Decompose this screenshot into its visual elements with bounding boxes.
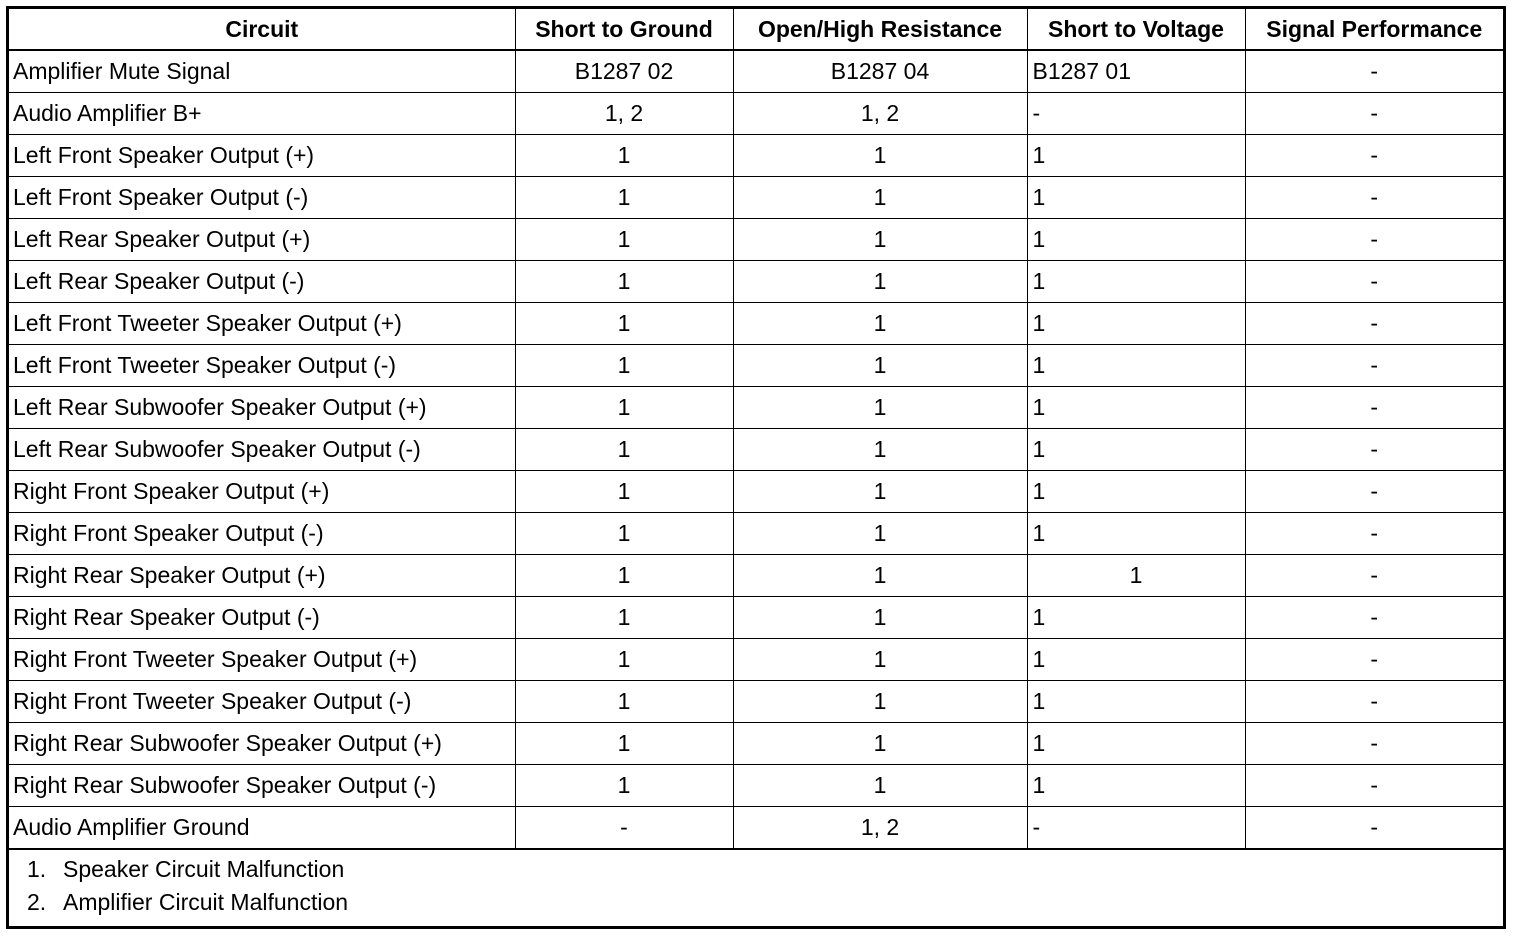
short-to-voltage-cell: 1: [1027, 429, 1245, 471]
short-to-ground-cell: 1: [515, 597, 733, 639]
circuit-name: Right Front Tweeter Speaker Output (+): [9, 639, 515, 681]
open-high-resistance-cell: 1, 2: [733, 807, 1027, 850]
table-row: [9, 807, 1503, 850]
circuit-name: Right Rear Subwoofer Speaker Output (+): [9, 723, 515, 765]
short-to-ground-cell: 1: [515, 471, 733, 513]
table-row: [9, 177, 1503, 219]
short-to-ground-cell: 1: [515, 387, 733, 429]
signal-performance-cell: -: [1245, 639, 1503, 681]
short-to-voltage-cell: 1: [1027, 303, 1245, 345]
short-to-voltage-cell: 1: [1027, 387, 1245, 429]
short-to-voltage-cell: 1: [1027, 723, 1245, 765]
circuit-name: Audio Amplifier B+: [9, 93, 515, 135]
signal-performance-cell: -: [1245, 765, 1503, 807]
short-to-ground-cell: 1: [515, 555, 733, 597]
footnote-text: Amplifier Circuit Malfunction: [63, 889, 349, 915]
short-to-ground-cell: 1: [515, 345, 733, 387]
signal-performance-cell: -: [1245, 177, 1503, 219]
signal-performance-cell: -: [1245, 387, 1503, 429]
circuit-name: Left Rear Speaker Output (-): [9, 261, 515, 303]
circuit-name: Left Front Speaker Output (-): [9, 177, 515, 219]
circuit-name: Right Rear Speaker Output (+): [9, 555, 515, 597]
short-to-ground-cell: 1: [515, 723, 733, 765]
header-open-high-resistance: Open/High Resistance: [733, 9, 1027, 50]
footnote-number: 1.: [27, 856, 47, 882]
circuit-name: Left Rear Subwoofer Speaker Output (-): [9, 429, 515, 471]
table-body: [9, 50, 1503, 849]
table-row: [9, 555, 1503, 597]
open-high-resistance-cell: 1: [733, 597, 1027, 639]
footnote: [27, 853, 1503, 886]
table-row: [9, 681, 1503, 723]
signal-performance-cell: -: [1245, 471, 1503, 513]
circuit-name: Amplifier Mute Signal: [9, 50, 515, 93]
open-high-resistance-cell: 1, 2: [733, 93, 1027, 135]
short-to-ground-cell: 1: [515, 135, 733, 177]
footnote-number: 2.: [27, 889, 47, 915]
circuit-name: Right Front Speaker Output (-): [9, 513, 515, 555]
short-to-ground-cell: -: [515, 807, 733, 850]
table-row: [9, 597, 1503, 639]
table-row: [9, 723, 1503, 765]
signal-performance-cell: -: [1245, 219, 1503, 261]
open-high-resistance-cell: B1287 04: [733, 50, 1027, 93]
table-row: [9, 345, 1503, 387]
signal-performance-cell: -: [1245, 681, 1503, 723]
header-row: [9, 9, 1503, 50]
signal-performance-cell: -: [1245, 50, 1503, 93]
signal-performance-cell: -: [1245, 597, 1503, 639]
circuit-name: Right Rear Speaker Output (-): [9, 597, 515, 639]
footnote-text: Speaker Circuit Malfunction: [63, 856, 345, 882]
table-row: [9, 387, 1503, 429]
open-high-resistance-cell: 1: [733, 303, 1027, 345]
open-high-resistance-cell: 1: [733, 513, 1027, 555]
signal-performance-cell: -: [1245, 303, 1503, 345]
table-row: [9, 303, 1503, 345]
header-short-to-voltage: Short to Voltage: [1027, 9, 1245, 50]
signal-performance-cell: -: [1245, 513, 1503, 555]
short-to-ground-cell: 1: [515, 639, 733, 681]
open-high-resistance-cell: 1: [733, 387, 1027, 429]
footnotes: [9, 850, 1503, 919]
short-to-voltage-cell: 1: [1027, 345, 1245, 387]
short-to-ground-cell: 1: [515, 513, 733, 555]
short-to-voltage-cell: -: [1027, 93, 1245, 135]
open-high-resistance-cell: 1: [733, 135, 1027, 177]
short-to-ground-cell: B1287 02: [515, 50, 733, 93]
table-row: [9, 261, 1503, 303]
signal-performance-cell: -: [1245, 345, 1503, 387]
short-to-voltage-cell: 1: [1027, 681, 1245, 723]
header-signal-performance: Signal Performance: [1245, 9, 1503, 50]
short-to-voltage-cell: 1: [1027, 765, 1245, 807]
short-to-voltage-cell: 1: [1027, 177, 1245, 219]
short-to-ground-cell: 1: [515, 177, 733, 219]
short-to-voltage-cell: B1287 01: [1027, 50, 1245, 93]
short-to-ground-cell: 1: [515, 429, 733, 471]
circuit-dtc-table: [9, 9, 1503, 850]
table-row: [9, 50, 1503, 93]
open-high-resistance-cell: 1: [733, 555, 1027, 597]
short-to-voltage-cell: 1: [1027, 639, 1245, 681]
open-high-resistance-cell: 1: [733, 765, 1027, 807]
open-high-resistance-cell: 1: [733, 471, 1027, 513]
short-to-ground-cell: 1: [515, 261, 733, 303]
short-to-voltage-cell: 1: [1027, 219, 1245, 261]
table-row: [9, 93, 1503, 135]
short-to-voltage-cell: 1: [1027, 597, 1245, 639]
signal-performance-cell: -: [1245, 429, 1503, 471]
open-high-resistance-cell: 1: [733, 219, 1027, 261]
table-row: [9, 219, 1503, 261]
table-row: [9, 765, 1503, 807]
signal-performance-cell: -: [1245, 93, 1503, 135]
table-row: [9, 639, 1503, 681]
open-high-resistance-cell: 1: [733, 261, 1027, 303]
signal-performance-cell: -: [1245, 723, 1503, 765]
short-to-ground-cell: 1: [515, 219, 733, 261]
short-to-voltage-cell: 1: [1027, 555, 1245, 597]
open-high-resistance-cell: 1: [733, 681, 1027, 723]
circuit-name: Left Front Tweeter Speaker Output (+): [9, 303, 515, 345]
table-row: [9, 513, 1503, 555]
circuit-name: Right Front Tweeter Speaker Output (-): [9, 681, 515, 723]
open-high-resistance-cell: 1: [733, 723, 1027, 765]
open-high-resistance-cell: 1: [733, 177, 1027, 219]
table-row: [9, 471, 1503, 513]
circuit-name: Audio Amplifier Ground: [9, 807, 515, 850]
circuit-name: Left Front Speaker Output (+): [9, 135, 515, 177]
table-row: [9, 429, 1503, 471]
footnote: [27, 886, 1503, 919]
open-high-resistance-cell: 1: [733, 345, 1027, 387]
signal-performance-cell: -: [1245, 555, 1503, 597]
short-to-voltage-cell: 1: [1027, 135, 1245, 177]
short-to-ground-cell: 1: [515, 681, 733, 723]
short-to-ground-cell: 1: [515, 303, 733, 345]
short-to-voltage-cell: -: [1027, 807, 1245, 850]
signal-performance-cell: -: [1245, 261, 1503, 303]
circuit-name: Left Rear Subwoofer Speaker Output (+): [9, 387, 515, 429]
short-to-voltage-cell: 1: [1027, 261, 1245, 303]
circuit-name: Right Rear Subwoofer Speaker Output (-): [9, 765, 515, 807]
header-circuit: Circuit: [9, 9, 515, 50]
circuit-name: Left Rear Speaker Output (+): [9, 219, 515, 261]
short-to-voltage-cell: 1: [1027, 471, 1245, 513]
circuit-name: Right Front Speaker Output (+): [9, 471, 515, 513]
open-high-resistance-cell: 1: [733, 429, 1027, 471]
table-row: [9, 135, 1503, 177]
short-to-ground-cell: 1, 2: [515, 93, 733, 135]
short-to-voltage-cell: 1: [1027, 513, 1245, 555]
header-short-to-ground: Short to Ground: [515, 9, 733, 50]
document-frame: [6, 6, 1506, 929]
signal-performance-cell: -: [1245, 807, 1503, 850]
circuit-name: Left Front Tweeter Speaker Output (-): [9, 345, 515, 387]
signal-performance-cell: -: [1245, 135, 1503, 177]
open-high-resistance-cell: 1: [733, 639, 1027, 681]
short-to-ground-cell: 1: [515, 765, 733, 807]
